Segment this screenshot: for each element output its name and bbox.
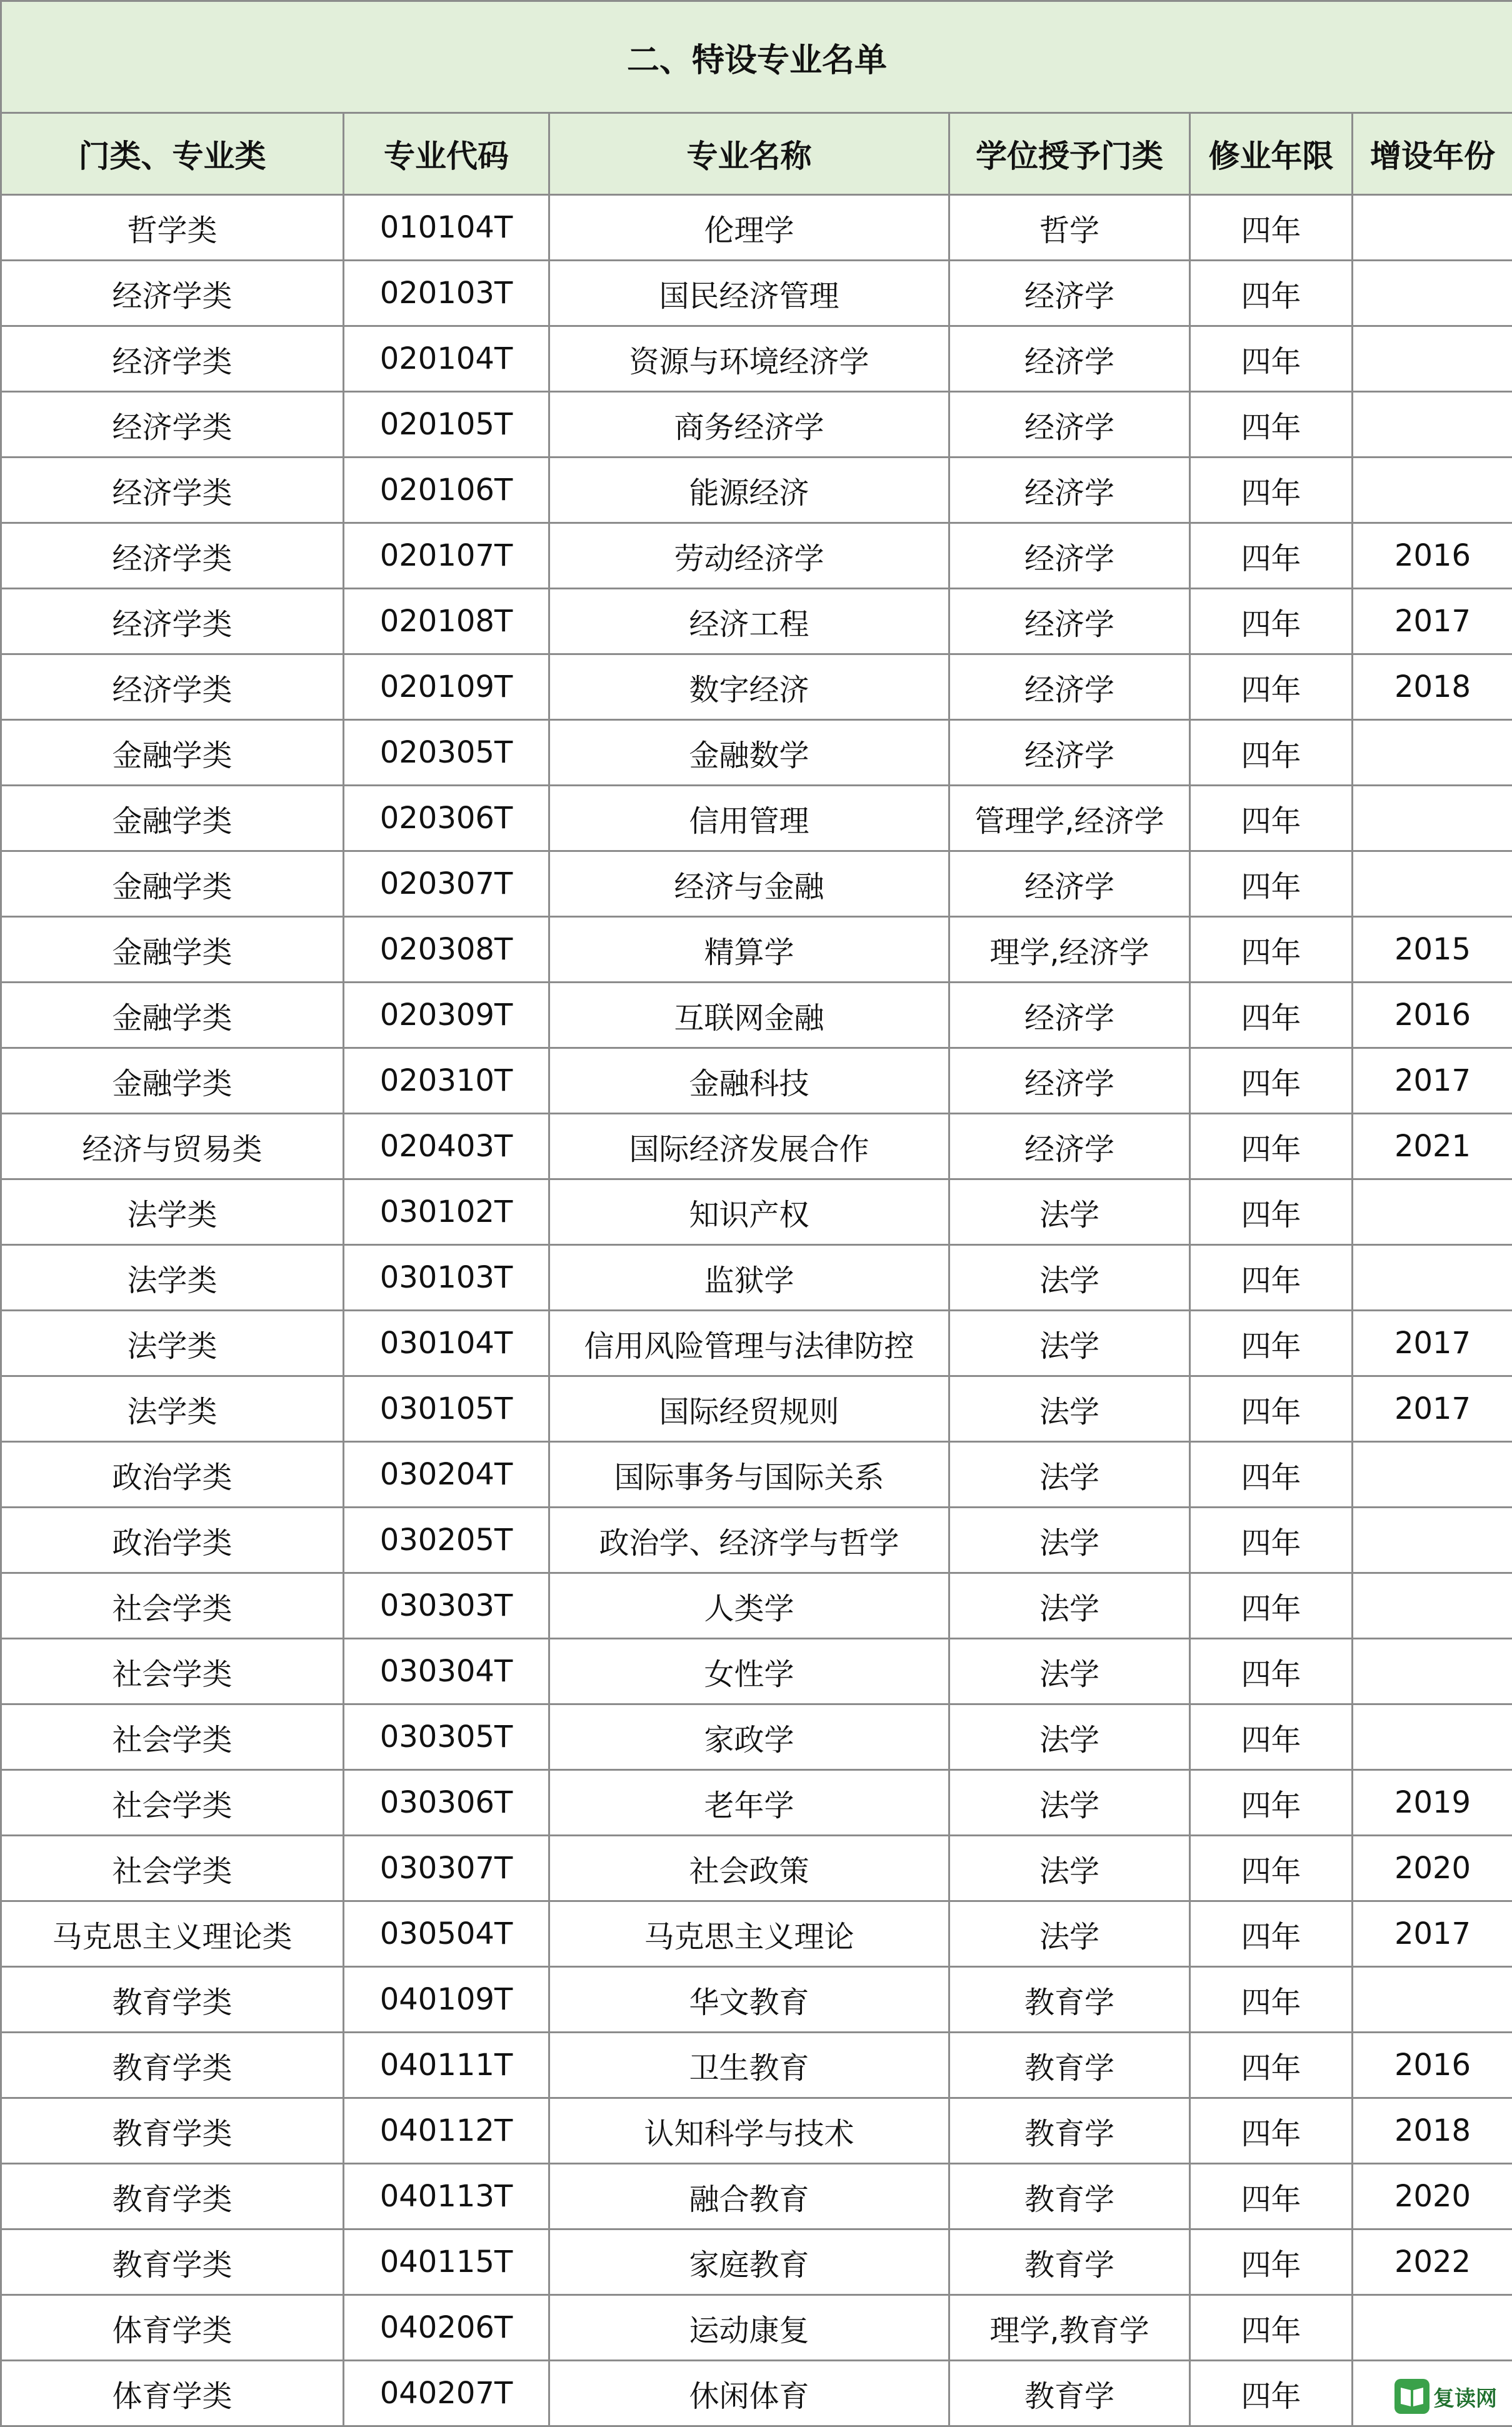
year-added-cell — [1353, 786, 1512, 851]
code-cell: 040113T — [344, 2164, 549, 2229]
table-row — [1, 1114, 1512, 1179]
table-row — [1, 1967, 1512, 2033]
duration-cell: 四年 — [1190, 1573, 1353, 1639]
degree-cell: 教育学 — [949, 2361, 1190, 2426]
duration-cell: 四年 — [1190, 1836, 1353, 1901]
code-cell: 030303T — [344, 1573, 549, 1639]
year-added-cell: 2017 — [1353, 1901, 1512, 1967]
major-name-cell: 商务经济学 — [549, 392, 949, 458]
duration-cell: 四年 — [1190, 326, 1353, 392]
code-cell: 030306T — [344, 1770, 549, 1836]
table-row — [1, 1442, 1512, 1508]
degree-cell: 法学 — [949, 1376, 1190, 1442]
major-name-cell: 国际事务与国际关系 — [549, 1442, 949, 1508]
major-name-cell: 国际经济发展合作 — [549, 1114, 949, 1179]
code-cell: 040112T — [344, 2098, 549, 2164]
degree-cell: 教育学 — [949, 2033, 1190, 2098]
category-cell: 社会学类 — [1, 1704, 344, 1770]
category-cell: 教育学类 — [1, 2164, 344, 2229]
header-major-name: 专业名称 — [549, 113, 949, 195]
major-name-cell: 马克思主义理论 — [549, 1901, 949, 1967]
category-cell: 经济学类 — [1, 589, 344, 654]
code-cell: 030105T — [344, 1376, 549, 1442]
degree-cell: 经济学 — [949, 1114, 1190, 1179]
year-added-cell: 2016 — [1353, 2033, 1512, 2098]
duration-cell: 四年 — [1190, 1048, 1353, 1114]
major-name-cell: 人类学 — [549, 1573, 949, 1639]
code-cell: 020107T — [344, 523, 549, 589]
table-row — [1, 1901, 1512, 1967]
book-logo-icon — [1394, 2379, 1429, 2414]
major-name-cell: 卫生教育 — [549, 2033, 949, 2098]
table-row — [1, 523, 1512, 589]
duration-cell: 四年 — [1190, 195, 1353, 261]
year-added-cell — [1353, 326, 1512, 392]
duration-cell: 四年 — [1190, 1508, 1353, 1573]
category-cell: 经济学类 — [1, 458, 344, 523]
category-cell: 法学类 — [1, 1245, 344, 1311]
table-row — [1, 2229, 1512, 2295]
major-name-cell: 金融科技 — [549, 1048, 949, 1114]
category-cell: 经济学类 — [1, 654, 344, 720]
code-cell: 020309T — [344, 983, 549, 1048]
code-cell: 020308T — [344, 917, 549, 983]
code-cell: 030104T — [344, 1311, 549, 1376]
table-row — [1, 917, 1512, 983]
major-name-cell: 监狱学 — [549, 1245, 949, 1311]
duration-cell: 四年 — [1190, 523, 1353, 589]
code-cell: 030102T — [344, 1179, 549, 1245]
table-row — [1, 326, 1512, 392]
year-added-cell: 2017 — [1353, 589, 1512, 654]
category-cell: 金融学类 — [1, 851, 344, 917]
degree-cell: 法学 — [949, 1704, 1190, 1770]
table-row — [1, 2361, 1512, 2426]
major-name-cell: 家庭教育 — [549, 2229, 949, 2295]
table-row — [1, 1770, 1512, 1836]
degree-cell: 教育学 — [949, 2098, 1190, 2164]
year-added-cell: 2017 — [1353, 1048, 1512, 1114]
duration-cell: 四年 — [1190, 1311, 1353, 1376]
code-cell: 040206T — [344, 2295, 549, 2361]
year-added-cell — [1353, 261, 1512, 326]
category-cell: 体育学类 — [1, 2361, 344, 2426]
category-cell: 经济学类 — [1, 392, 344, 458]
year-added-cell: 2017 — [1353, 1311, 1512, 1376]
code-cell: 020109T — [344, 654, 549, 720]
year-added-cell: 2022 — [1353, 2229, 1512, 2295]
duration-cell: 四年 — [1190, 1901, 1353, 1967]
major-name-cell: 知识产权 — [549, 1179, 949, 1245]
year-added-cell: 2020 — [1353, 1836, 1512, 1901]
table-row — [1, 720, 1512, 786]
category-cell: 马克思主义理论类 — [1, 1901, 344, 1967]
code-cell: 020104T — [344, 326, 549, 392]
major-name-cell: 认知科学与技术 — [549, 2098, 949, 2164]
header-row — [1, 113, 1512, 195]
duration-cell: 四年 — [1190, 1639, 1353, 1704]
year-added-cell: 2021 — [1353, 1114, 1512, 1179]
year-added-cell — [1353, 1573, 1512, 1639]
major-name-cell: 女性学 — [549, 1639, 949, 1704]
major-name-cell: 资源与环境经济学 — [549, 326, 949, 392]
category-cell: 教育学类 — [1, 2033, 344, 2098]
degree-cell: 法学 — [949, 1508, 1190, 1573]
code-cell: 030204T — [344, 1442, 549, 1508]
year-added-cell — [1353, 2295, 1512, 2361]
major-name-cell: 休闲体育 — [549, 2361, 949, 2426]
duration-cell: 四年 — [1190, 1179, 1353, 1245]
duration-cell: 四年 — [1190, 1245, 1353, 1311]
table-row — [1, 1508, 1512, 1573]
year-added-cell — [1353, 1639, 1512, 1704]
degree-cell: 法学 — [949, 1245, 1190, 1311]
degree-cell: 法学 — [949, 1442, 1190, 1508]
table-row — [1, 1836, 1512, 1901]
duration-cell: 四年 — [1190, 654, 1353, 720]
major-name-cell: 华文教育 — [549, 1967, 949, 2033]
code-cell: 020106T — [344, 458, 549, 523]
category-cell: 社会学类 — [1, 1573, 344, 1639]
degree-cell: 经济学 — [949, 983, 1190, 1048]
category-cell: 金融学类 — [1, 917, 344, 983]
degree-cell: 法学 — [949, 1573, 1190, 1639]
code-cell: 020105T — [344, 392, 549, 458]
duration-cell: 四年 — [1190, 917, 1353, 983]
year-added-cell: 2016 — [1353, 523, 1512, 589]
table-row — [1, 2033, 1512, 2098]
table-row — [1, 654, 1512, 720]
degree-cell: 经济学 — [949, 720, 1190, 786]
category-cell: 教育学类 — [1, 2098, 344, 2164]
code-cell: 020306T — [344, 786, 549, 851]
code-cell: 030504T — [344, 1901, 549, 1967]
year-added-cell — [1353, 458, 1512, 523]
year-added-cell: 2018 — [1353, 2098, 1512, 2164]
category-cell: 体育学类 — [1, 2295, 344, 2361]
duration-cell: 四年 — [1190, 458, 1353, 523]
table-row — [1, 589, 1512, 654]
degree-cell: 法学 — [949, 1901, 1190, 1967]
degree-cell: 经济学 — [949, 261, 1190, 326]
header-year-added: 增设年份 — [1353, 113, 1512, 195]
year-added-cell: 2019 — [1353, 1770, 1512, 1836]
table-row — [1, 195, 1512, 261]
category-cell: 金融学类 — [1, 786, 344, 851]
degree-cell: 教育学 — [949, 2164, 1190, 2229]
major-name-cell: 老年学 — [549, 1770, 949, 1836]
major-name-cell: 经济与金融 — [549, 851, 949, 917]
year-added-cell — [1353, 720, 1512, 786]
year-added-cell — [1353, 1179, 1512, 1245]
year-added-cell: 2016 — [1353, 983, 1512, 1048]
year-added-cell — [1353, 851, 1512, 917]
header-category: 门类、专业类 — [1, 113, 344, 195]
category-cell: 经济学类 — [1, 523, 344, 589]
degree-cell: 经济学 — [949, 654, 1190, 720]
major-name-cell: 信用管理 — [549, 786, 949, 851]
degree-cell: 法学 — [949, 1179, 1190, 1245]
year-added-cell — [1353, 195, 1512, 261]
code-cell: 030307T — [344, 1836, 549, 1901]
year-added-cell — [1353, 1508, 1512, 1573]
year-added-cell: 2020 — [1353, 2164, 1512, 2229]
table-row — [1, 1048, 1512, 1114]
major-name-cell: 国民经济管理 — [549, 261, 949, 326]
duration-cell: 四年 — [1190, 2033, 1353, 2098]
degree-cell: 教育学 — [949, 1967, 1190, 2033]
category-cell: 教育学类 — [1, 1967, 344, 2033]
major-name-cell: 数字经济 — [549, 654, 949, 720]
duration-cell: 四年 — [1190, 1376, 1353, 1442]
major-name-cell: 国际经贸规则 — [549, 1376, 949, 1442]
table-row — [1, 1573, 1512, 1639]
table-row — [1, 458, 1512, 523]
duration-cell: 四年 — [1190, 2098, 1353, 2164]
title-row — [1, 1, 1512, 113]
duration-cell: 四年 — [1190, 589, 1353, 654]
category-cell: 经济学类 — [1, 326, 344, 392]
degree-cell: 法学 — [949, 1836, 1190, 1901]
table-body — [1, 195, 1512, 2426]
code-cell: 030304T — [344, 1639, 549, 1704]
degree-cell: 经济学 — [949, 523, 1190, 589]
category-cell: 法学类 — [1, 1376, 344, 1442]
duration-cell: 四年 — [1190, 392, 1353, 458]
year-added-cell — [1353, 1967, 1512, 2033]
degree-cell: 经济学 — [949, 851, 1190, 917]
major-name-cell: 劳动经济学 — [549, 523, 949, 589]
degree-cell: 理学,教育学 — [949, 2295, 1190, 2361]
degree-cell: 法学 — [949, 1770, 1190, 1836]
duration-cell: 四年 — [1190, 2229, 1353, 2295]
category-cell: 政治学类 — [1, 1508, 344, 1573]
site-watermark — [1394, 2374, 1501, 2418]
degree-cell: 经济学 — [949, 589, 1190, 654]
category-cell: 法学类 — [1, 1179, 344, 1245]
table-title: 二、特设专业名单 — [1, 1, 1512, 113]
category-cell: 金融学类 — [1, 1048, 344, 1114]
category-cell: 经济与贸易类 — [1, 1114, 344, 1179]
category-cell: 金融学类 — [1, 983, 344, 1048]
code-cell: 020403T — [344, 1114, 549, 1179]
duration-cell: 四年 — [1190, 261, 1353, 326]
table-row — [1, 983, 1512, 1048]
year-added-cell: 2015 — [1353, 917, 1512, 983]
code-cell: 030305T — [344, 1704, 549, 1770]
duration-cell: 四年 — [1190, 1967, 1353, 2033]
table-row — [1, 1704, 1512, 1770]
duration-cell: 四年 — [1190, 1442, 1353, 1508]
duration-cell: 四年 — [1190, 2361, 1353, 2426]
degree-cell: 法学 — [949, 1311, 1190, 1376]
table-row — [1, 851, 1512, 917]
major-name-cell: 社会政策 — [549, 1836, 949, 1901]
category-cell: 教育学类 — [1, 2229, 344, 2295]
degree-cell: 经济学 — [949, 1048, 1190, 1114]
degree-cell: 教育学 — [949, 2229, 1190, 2295]
major-name-cell: 能源经济 — [549, 458, 949, 523]
major-name-cell: 运动康复 — [549, 2295, 949, 2361]
year-added-cell — [1353, 1245, 1512, 1311]
degree-cell: 经济学 — [949, 458, 1190, 523]
header-duration: 修业年限 — [1190, 113, 1353, 195]
major-name-cell: 经济工程 — [549, 589, 949, 654]
major-name-cell: 精算学 — [549, 917, 949, 983]
category-cell: 社会学类 — [1, 1770, 344, 1836]
category-cell: 金融学类 — [1, 720, 344, 786]
degree-cell: 经济学 — [949, 326, 1190, 392]
duration-cell: 四年 — [1190, 1704, 1353, 1770]
duration-cell: 四年 — [1190, 851, 1353, 917]
major-name-cell: 伦理学 — [549, 195, 949, 261]
duration-cell: 四年 — [1190, 1114, 1353, 1179]
degree-cell: 理学,经济学 — [949, 917, 1190, 983]
code-cell: 040111T — [344, 2033, 549, 2098]
year-added-cell: 2018 — [1353, 654, 1512, 720]
major-name-cell: 政治学、经济学与哲学 — [549, 1508, 949, 1573]
duration-cell: 四年 — [1190, 786, 1353, 851]
table-row — [1, 261, 1512, 326]
header-code: 专业代码 — [344, 113, 549, 195]
code-cell: 040207T — [344, 2361, 549, 2426]
category-cell: 社会学类 — [1, 1639, 344, 1704]
category-cell: 政治学类 — [1, 1442, 344, 1508]
table-row — [1, 2098, 1512, 2164]
code-cell: 040115T — [344, 2229, 549, 2295]
year-added-cell — [1353, 1704, 1512, 1770]
table-row — [1, 1179, 1512, 1245]
duration-cell: 四年 — [1190, 2295, 1353, 2361]
table-row — [1, 2164, 1512, 2229]
code-cell: 020108T — [344, 589, 549, 654]
degree-cell: 经济学 — [949, 392, 1190, 458]
table-row — [1, 1311, 1512, 1376]
major-name-cell: 融合教育 — [549, 2164, 949, 2229]
code-cell: 030205T — [344, 1508, 549, 1573]
header-degree: 学位授予门类 — [949, 113, 1190, 195]
category-cell: 社会学类 — [1, 1836, 344, 1901]
year-added-cell: 2017 — [1353, 1376, 1512, 1442]
duration-cell: 四年 — [1190, 720, 1353, 786]
table-row — [1, 392, 1512, 458]
year-added-cell — [1353, 1442, 1512, 1508]
code-cell: 020305T — [344, 720, 549, 786]
duration-cell: 四年 — [1190, 1770, 1353, 1836]
degree-cell: 管理学,经济学 — [949, 786, 1190, 851]
table-row — [1, 1245, 1512, 1311]
duration-cell: 四年 — [1190, 983, 1353, 1048]
duration-cell: 四年 — [1190, 2164, 1353, 2229]
table-row — [1, 786, 1512, 851]
major-name-cell: 互联网金融 — [549, 983, 949, 1048]
code-cell: 020310T — [344, 1048, 549, 1114]
code-cell: 020103T — [344, 261, 549, 326]
table-row — [1, 2295, 1512, 2361]
major-name-cell: 信用风险管理与法律防控 — [549, 1311, 949, 1376]
code-cell: 030103T — [344, 1245, 549, 1311]
code-cell: 040109T — [344, 1967, 549, 2033]
major-name-cell: 家政学 — [549, 1704, 949, 1770]
category-cell: 法学类 — [1, 1311, 344, 1376]
degree-cell: 哲学 — [949, 195, 1190, 261]
table-row — [1, 1376, 1512, 1442]
major-name-cell: 金融数学 — [549, 720, 949, 786]
code-cell: 010104T — [344, 195, 549, 261]
degree-cell: 法学 — [949, 1639, 1190, 1704]
code-cell: 020307T — [344, 851, 549, 917]
category-cell: 经济学类 — [1, 261, 344, 326]
watermark-text: 复读网 — [1433, 2381, 1497, 2412]
category-cell: 哲学类 — [1, 195, 344, 261]
table-row — [1, 1639, 1512, 1704]
year-added-cell — [1353, 392, 1512, 458]
